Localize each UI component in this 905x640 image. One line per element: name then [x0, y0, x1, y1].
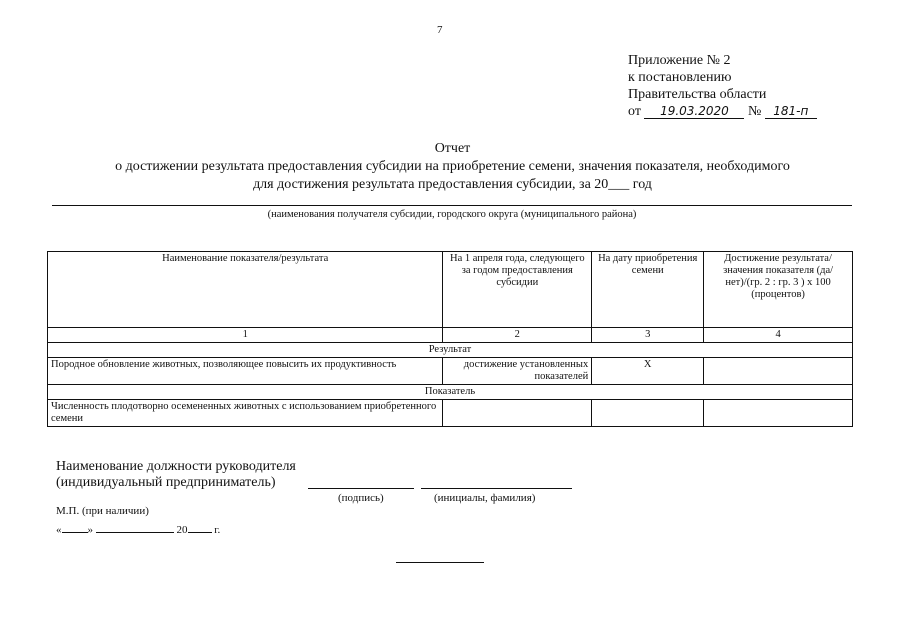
day-blank: [62, 521, 88, 533]
table-row: [48, 400, 853, 427]
result-name-cell: Породное обновление животных, позволяющее повысить их продуктивность: [48, 358, 443, 385]
report-subtitle-line-1: о достижении результата предоставления субсидии на приобретение семени, значения показателя, необходимого: [115, 159, 790, 174]
report-title: Отчет: [434, 141, 471, 156]
indicator-col4-cell: [704, 400, 853, 427]
appendix-line-3: Правительства области: [628, 87, 767, 102]
date-open-quote: «: [56, 524, 62, 536]
appendix-line-4: [628, 103, 817, 120]
name-caption: (инициалы, фамилия): [434, 492, 536, 504]
section-indicator-label: Показатель: [48, 385, 853, 400]
report-subtitle-line-2: для достижения результата предоставления субсидии, за 20___ год: [253, 177, 652, 192]
indicator-col3-cell: [592, 400, 704, 427]
position-label-line-2: (индивидуальный предприниматель): [56, 475, 276, 490]
indicator-name-cell: Численность плодотворно осемененных животных с использованием приобретенного семени: [48, 400, 443, 427]
from-label: от: [628, 104, 641, 119]
recipient-name-line: [52, 205, 852, 206]
header-col-1: Наименование показателя/результата: [48, 252, 443, 328]
report-table: [47, 251, 853, 427]
year-blank: [188, 521, 212, 533]
header-col-2: На 1 апреля года, следующего за годом предоставления субсидии: [443, 252, 592, 328]
page-number: 7: [437, 24, 443, 36]
number-label: №: [747, 104, 762, 119]
date-line: [56, 521, 220, 536]
date-close-quote: »: [87, 524, 93, 536]
header-col-4: Достижение результата/значения показателя (да/нет)/(гр. 2 : гр. 3 ) х 100 (процентов): [704, 252, 853, 328]
signature-caption: (подпись): [338, 492, 384, 504]
year-prefix: 20: [176, 524, 188, 536]
column-number: 1: [48, 328, 443, 343]
column-number-row: [48, 328, 853, 343]
handwritten-number: 181-п: [765, 104, 817, 119]
recipient-caption: (наименования получателя субсидии, городского округа (муниципального района): [267, 209, 637, 220]
result-col4-cell: [704, 358, 853, 385]
table-row: [48, 358, 853, 385]
position-label-line-1: Наименование должности руководителя: [56, 459, 296, 474]
result-col3-cell: Х: [592, 358, 704, 385]
column-number: 4: [704, 328, 853, 343]
section-row-indicator: [48, 385, 853, 400]
appendix-line-2: к постановлению: [628, 70, 732, 85]
end-divider: [396, 562, 484, 563]
table-header-row: [48, 252, 853, 328]
result-col2-cell: достижение установленных показателей: [443, 358, 592, 385]
month-blank: [96, 521, 174, 533]
section-result-label: Результат: [48, 343, 853, 358]
stamp-label: М.П. (при наличии): [56, 505, 149, 517]
section-row-result: [48, 343, 853, 358]
appendix-block: [628, 52, 817, 120]
name-line: [421, 488, 572, 489]
indicator-col2-cell: [443, 400, 592, 427]
header-col-3: На дату приобретения семени: [592, 252, 704, 328]
appendix-line-1: Приложение № 2: [628, 53, 731, 68]
year-suffix: г.: [214, 524, 221, 536]
signature-line: [308, 488, 414, 489]
handwritten-date: 19.03.2020: [644, 104, 744, 119]
column-number: 3: [592, 328, 704, 343]
column-number: 2: [443, 328, 592, 343]
